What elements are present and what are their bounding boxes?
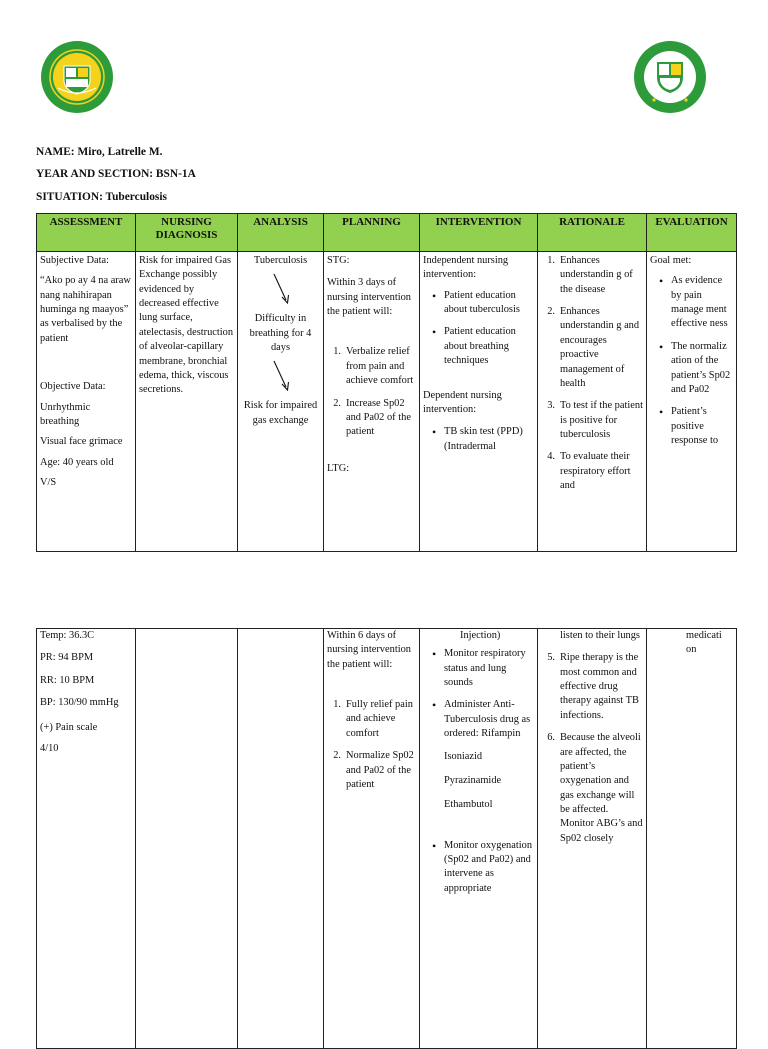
year-section: YEAR AND SECTION: BSN-1A	[36, 168, 196, 180]
right-college-seal	[630, 40, 710, 114]
analysis-cell	[238, 252, 324, 552]
independent-label: Independent nursing intervention:	[423, 255, 509, 281]
body-row-page-1	[37, 252, 737, 552]
evaluation-list	[650, 274, 733, 448]
ltg-label: LTG:	[327, 462, 350, 474]
subjective-text: “Ako po ay 4 na araw nang nahihirapan huminga ng maayos” as verbalised by the patient	[40, 275, 131, 344]
objective-label: Objective Data:	[40, 381, 106, 393]
col-analysis: ANALYSIS	[238, 214, 324, 252]
dependent-label: Dependent nursing intervention:	[423, 389, 502, 415]
objective-item: Unrhythmic breathing	[40, 401, 91, 427]
list-item: 1. Fully relief pain and achieve comfort	[333, 699, 413, 739]
col-planning: PLANNING	[324, 214, 420, 252]
evaluation-cell-cont	[647, 629, 737, 1049]
list-item: • Administer Anti-Tuberculosis drug as ordered: Rifampin	[423, 698, 534, 741]
drug-name: Pyrazinamide	[444, 774, 502, 786]
page-2	[0, 566, 768, 1024]
list-item: 1. Verbalize relief from pain and achieve comfort	[333, 346, 414, 387]
vital-sign: RR: 10 BPM	[40, 674, 95, 686]
intervention-continuation: Injection)	[460, 630, 501, 641]
arrow-down-icon	[266, 359, 296, 393]
diagnosis-cell-cont	[136, 629, 238, 1049]
col-evaluation: EVALUATION	[647, 214, 737, 252]
list-item: • Monitor respiratory status and lung sounds	[423, 647, 534, 690]
list-item: • TB skin test (PPD) (Intradermal	[423, 425, 534, 454]
analysis-step-2: Difficulty in breathing for 4 days	[249, 313, 312, 354]
stg-label: STG:	[327, 255, 350, 266]
rationale-list	[541, 254, 643, 493]
rationale-continuation: listen to their lungs	[560, 630, 640, 641]
diagnosis-text: Risk for impaired Gas Exchange possibly evidenced by decreased effective lung surface, atelectasis, destruction of alveolar-capillary membrane, bronchial edema, thick, viscous secretions.	[139, 255, 234, 396]
list-item: • Patient education about breathing techniques	[423, 325, 534, 368]
list-item: 2. Normalize Sp02 and Pa02 of the patient	[333, 750, 414, 790]
col-intervention: INTERVENTION	[420, 214, 538, 252]
left-college-seal	[40, 40, 114, 114]
planning-cell	[324, 252, 420, 552]
analysis-step-3: Risk for impaired gas exchange	[243, 400, 318, 426]
list-item: 4. To evaluate their respiratory effort and	[547, 451, 631, 492]
list-item: • As evidence by pain manage ment effective ness	[650, 274, 733, 331]
body-row-page-2	[37, 629, 737, 1049]
drug-name: Ethambutol	[444, 799, 493, 811]
student-name: NAME: Miro, Latrelle M.	[36, 146, 163, 158]
analysis-cell-cont	[238, 629, 324, 1049]
vital-sign: Temp: 36.3C	[40, 630, 95, 641]
analysis-step-1: Tuberculosis	[253, 255, 308, 266]
intervention-cell-cont	[420, 629, 538, 1049]
arrow-down-icon	[266, 272, 296, 306]
evaluation-cell	[647, 252, 737, 552]
care-plan-table-page-1	[36, 213, 737, 552]
drug-name: Isoniazid	[444, 750, 483, 762]
objective-item: V/S	[40, 476, 57, 488]
ltg-intro: Within 6 days of nursing intervention the patient will:	[327, 630, 411, 670]
list-item: • Patient education about tuberculosis	[423, 289, 534, 318]
goal-met-label: Goal met:	[650, 255, 692, 266]
list-item: • Patient’s positive response to	[650, 405, 733, 448]
rationale-list-cont	[541, 651, 643, 846]
objective-item: Visual face grimace	[40, 436, 123, 448]
vital-sign: PR: 94 BPM	[40, 652, 94, 664]
care-plan-table-page-2	[36, 628, 737, 1049]
assessment-cell	[37, 252, 136, 552]
list-item: 2. Enhances understandin g and encourages proactive management of health	[547, 306, 640, 389]
header-row	[37, 214, 737, 252]
list-item: 6. Because the alveoli are affected, the patient’s oxygenation and gas exchange will be affected. Monitor ABG’s and Sp02 closely	[547, 732, 643, 844]
vital-sign: BP: 130/90 mmHg	[40, 697, 119, 709]
stg-list	[327, 345, 416, 439]
situation: SITUATION: Tuberculosis	[36, 191, 167, 203]
independent-list	[423, 289, 534, 369]
col-assessment: ASSESSMENT	[37, 214, 136, 252]
dependent-list	[423, 425, 534, 454]
list-item: • Monitor oxygenation (Sp02 and Pa02) and intervene as appropriate	[423, 839, 534, 896]
objective-item: Age: 40 years old	[40, 456, 114, 468]
ltg-list	[327, 698, 416, 792]
intervention-cell	[420, 252, 538, 552]
pain-scale: (+) Pain scale 4/10	[40, 722, 98, 755]
diagnosis-cell	[136, 252, 238, 552]
planning-cell-cont	[324, 629, 420, 1049]
col-rationale: RATIONALE	[538, 214, 647, 252]
list-item: • The normaliz ation of the patient’s Sp02 and Pa02	[650, 340, 733, 397]
subjective-label: Subjective Data:	[40, 255, 109, 266]
stg-intro: Within 3 days of nursing intervention the patient will:	[327, 277, 411, 318]
assessment-cell-cont	[37, 629, 136, 1049]
intervention-list-cont	[423, 647, 534, 741]
col-nursing-diagnosis: NURSING DIAGNOSIS	[136, 214, 238, 252]
list-item: 2. Increase Sp02 and Pa02 of the patient	[333, 397, 411, 438]
evaluation-continuation: medicati on	[686, 630, 722, 656]
list-item: 5. Ripe therapy is the most common and effective drug therapy against TB infections.	[547, 652, 639, 721]
intervention-list-cont-2	[423, 839, 534, 896]
rationale-cell	[538, 252, 647, 552]
list-item: 3. To test if the patient is positive for tuberculosis	[547, 400, 643, 440]
list-item: 1. Enhances understandin g of the disease	[547, 255, 633, 295]
rationale-cell-cont	[538, 629, 647, 1049]
